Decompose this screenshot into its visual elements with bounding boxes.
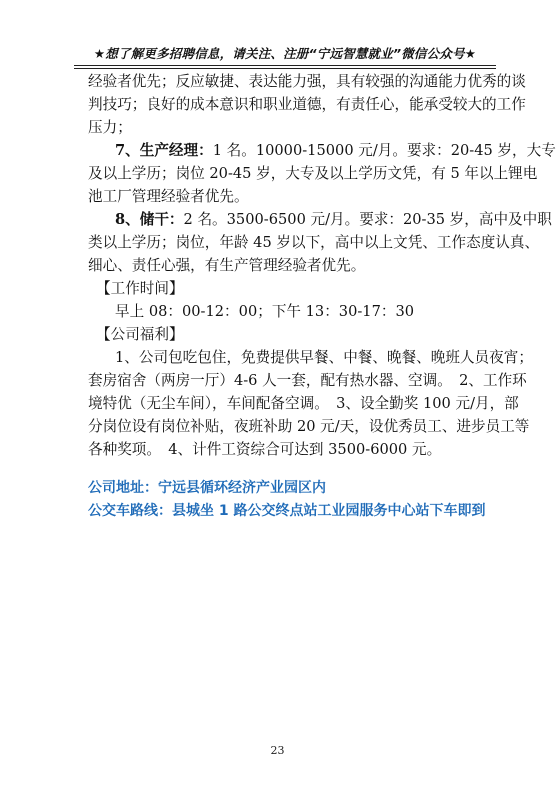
job8-line-1 [115, 210, 552, 230]
job8-line-2: 类以上学历；岗位，年龄 45 岁以下，高中以上文凭、工作态度认真、 [88, 234, 540, 251]
job7-line-1-text: 1 名。10000-15000 元/月。要求：20-45 岁，大专 [212, 142, 556, 159]
benefits-line-4: 分岗位设有岗位补贴，夜班补助 20 元/天，设优秀员工、进步员工等 [88, 418, 530, 435]
page-number: 23 [270, 744, 285, 757]
job7-line-3: 池工厂管理经验者优先。 [88, 188, 249, 205]
header-rule [74, 65, 496, 69]
bus-route: 公交车路线：县城坐 1 路公交终点站工业园服务中心站下车即到 [88, 503, 486, 519]
job7-title: 7、生产经理： [115, 142, 213, 159]
benefits-line-1: 1、公司包吃包住，免费提供早餐、中餐、晚餐、晚班人员夜宵； [115, 349, 533, 366]
work-time-text: 早上 08：00-12：00；下午 13：30-17：30 [115, 303, 415, 320]
benefits-line-5: 各种奖项。 4、计件工资综合可达到 3500-6000 元。 [88, 441, 442, 458]
intro-line-1: 经验者优先；反应敏捷、表达能力强，具有较强的沟通能力优秀的谈 [88, 73, 526, 90]
intro-line-2: 判技巧；良好的成本意识和职业道德，有责任心，能承受较大的工作 [88, 96, 526, 113]
benefits-line-2: 套房宿舍（两房一厅）4-6 人一套，配有热水器、空调。 2、工作环 [88, 372, 527, 389]
benefits-line-3: 境特优（无尘车间），车间配备空调。 3、设全勤奖 100 元/月，部 [88, 395, 519, 412]
job7-line-2: 及以上学历；岗位 20-45 岁，大专及以上学历文凭，有 5 年以上锂电 [88, 165, 538, 182]
job7-line-1 [115, 141, 556, 161]
page-header: ★想了解更多招聘信息，请关注、注册“宁远智慧就业”微信公众号★ [93, 46, 477, 61]
benefits-heading: 【公司福利】 [96, 326, 184, 343]
job8-title: 8、储干： [115, 211, 184, 228]
job8-line-3: 细心、责任心强，有生产管理经验者优先。 [88, 257, 366, 274]
company-address: 公司地址：宁远县循环经济产业园区内 [88, 480, 326, 496]
work-time-heading: 【工作时间】 [96, 280, 184, 297]
intro-line-3: 压力； [88, 119, 132, 136]
job8-line-1-text: 2 名。3500-6500 元/月。要求：20-35 岁，高中及中职 [183, 211, 552, 228]
